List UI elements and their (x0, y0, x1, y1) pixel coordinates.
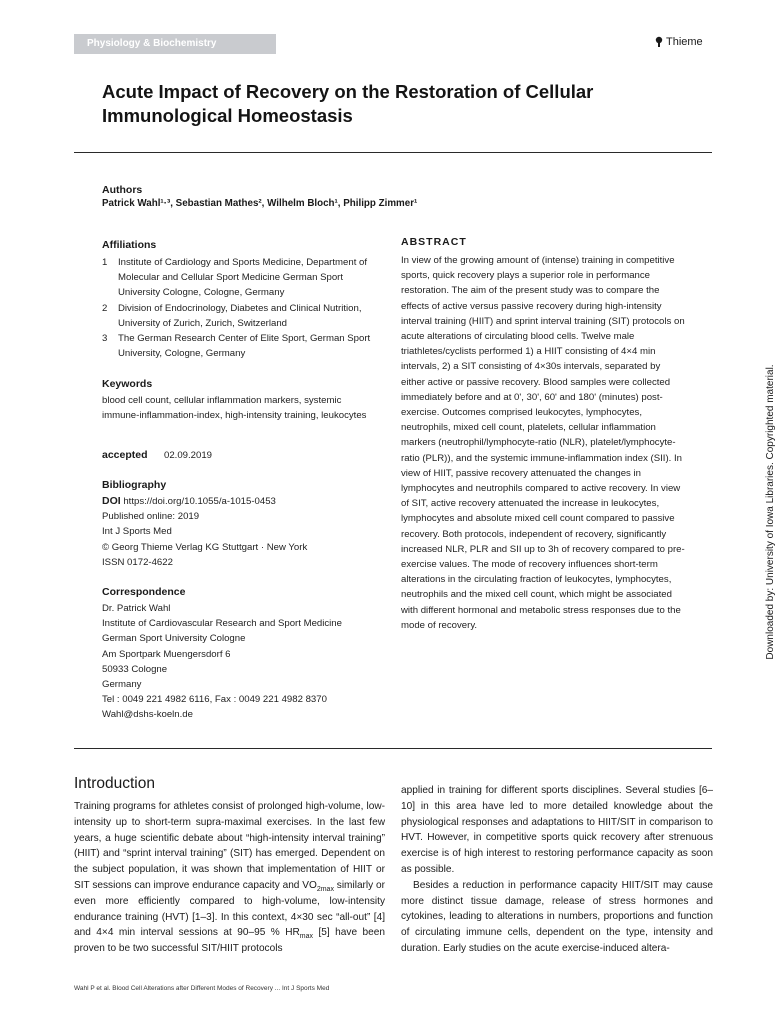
download-notice: Downloaded by: University of Iowa Libraries. Copyrighted material. (765, 364, 776, 660)
correspondence-label: Correspondence (102, 586, 186, 598)
title-rule (74, 152, 712, 153)
correspondence-line: German Sport University Cologne (102, 633, 246, 645)
affiliations-label: Affiliations (102, 239, 157, 251)
bibliography-block (102, 494, 392, 570)
section-label: Physiology & Biochemistry (74, 34, 276, 54)
correspondence-line: Institute of Cardiovascular Research and Sport Medicine (102, 618, 342, 630)
keywords-text: blood cell count, cellular inflammation markers, systemic immune-inflammation-index, high-intensity training, leukocytes (102, 395, 367, 422)
abstract-heading: ABSTRACT (401, 236, 467, 248)
keywords-label: Keywords (102, 378, 153, 390)
correspondence-line: Dr. Patrick Wahl (102, 603, 171, 614)
thieme-logo-icon (654, 36, 664, 47)
abstract-text: In view of the growing amount of (intense) training in competitive sports, quick recovery plays a superior role in performance restoration. The aim of the present study was to compare the effects of active versus passive recovery during high-intensity interval training (HIIT) and sprint interval training (SIT) protocols on acute alterations of circulating blood cells. Twelve male triathletes/cyclists performed 1) a HIIT consisting of 4×4 min intervals, 2) a SIT consisting of 4×30s intervals, separated by either active or passive recovery. Blood samples were collected immediately before and at 0', 30', 60' and 180' (minutes) post-exercise. Outcomes comprised leukocytes, lymphocytes, neutrophils, mixed cell count, platelets, cellular inflammation markers (neutrophil/lymphocyte-ratio (NLR), platelet/lymphocyte-ratio (PLR)), and the systemic immune-inflammation index (SII). In view of HIIT, passive recovery attenuated the changes in lymphocytes and neutrophils compared to active recovery. In view of SIT, active recovery attenuated the increase in leukocytes, lymphocytes and absolute mixed cell count compared to passive recovery. Both protocols, independent of recovery, significantly increased NLR, PLR and SII up to 3h of recovery compared to pre-exercise values. The mode of recovery influences short-term alterations in the circulating fraction of leukocytes, lymphocytes, neutrophils and the mixed cell count, which might be associated with different hormonal and metabolic stress responses due to the mode of recovery. (401, 255, 685, 631)
intro-column-right (401, 783, 713, 957)
section-rule (74, 748, 712, 749)
affiliation-item: 2 Division of Endocrinology, Diabetes and Clinical Nutrition, University of Zurich, Zurich, Switzerland (102, 302, 362, 329)
accepted-date: 02.09.2019 (164, 450, 213, 461)
publisher-logo (654, 36, 703, 48)
author-names: Patrick Wahl¹·³, Sebastian Mathes², Wilhelm Bloch¹, Philipp Zimmer¹ (102, 198, 418, 209)
issn-line: ISSN 0172-4622 (102, 556, 173, 568)
affiliations-list (102, 255, 384, 361)
correspondence-line: Tel : 0049 221 4982 6116, Fax : 0049 221 4982 8370 (102, 694, 327, 706)
doi-label: DOI (102, 495, 121, 507)
intro-column-left (74, 799, 385, 957)
doi-line (102, 494, 392, 509)
intro-paragraph: applied in training for different sports disciplines. Several studies [6–10] in this area have led to more detailed knowledge about the physiological responses and adaptations to HIIT/SIT in comparison to HVT. However, in competitive sports quick recovery after strenuous exercise is of high interest to restoring performance capacity as soon as possible. (401, 785, 713, 875)
article-title: Acute Impact of Recovery on the Restoration of Cellular Immunological Homeostasis (102, 81, 594, 126)
intro-paragraph: Training programs for athletes consist of prolonged high-volume, low-intensity up to short-term supra-maximal exercises. In the last few years, a huge scientific debate about “high-intensity interval training” (HIIT) and “sprint interval training” (SIT) has emerged. Dependent on the subject population, it was shown that implementation of HIIT or SIT sessions can improve endurance capacity and $VO_{2max}$ similarly or even more efficiently compared to high-volume, low-intensity endurance training (HVT) [1–3]. In this context, 4×30 sec “all-out” [4] and 4×4 min interval sessions at 90–95 % $HR_{max}$ [5] have been proven to be two successful SIT/HIIT protocols (74, 801, 386, 955)
correspondence-line: Germany (102, 679, 142, 691)
page-footer: Wahl P et al. Blood Cell Alterations after Different Modes of Recovery ... Int J Sports Med (74, 985, 330, 992)
published-line: Published online: 2019 (102, 511, 200, 523)
bibliography-label: Bibliography (102, 479, 167, 491)
authors-label: Authors (102, 184, 143, 196)
correspondence-line: Am Sportpark Muengersdorf 6 (102, 648, 231, 660)
publisher-name: Thieme (666, 36, 703, 48)
doi-link[interactable]: https://doi.org/10.1055/a-1015-0453 (123, 496, 276, 507)
affiliation-item: 3 The German Research Center of Elite Sport, German Sport University, Cologne, Germany (102, 333, 371, 360)
intro-paragraph: Besides a reduction in performance capacity HIIT/SIT may cause more distinct tissue damage, release of stress hormones and cytokines, leading to alterations in numbers, proportions and function of circulating immune cells, dependent on the type, intensity and duration. Early studies on the acute exercise-induced altera- (401, 879, 713, 954)
journal-line: Int J Sports Med (102, 526, 172, 538)
accepted-label: accepted (102, 449, 148, 461)
correspondence-block (102, 601, 392, 723)
correspondence-email[interactable]: Wahl@dshs-koeln.de (102, 709, 193, 721)
affiliation-item: 1 Institute of Cardiology and Sports Medicine, Department of Molecular and Cellular Sport Medicine German Sport University Cologne, Cologne, Germany (102, 257, 368, 299)
correspondence-line: 50933 Cologne (102, 663, 168, 675)
introduction-heading: Introduction (74, 775, 155, 792)
copyright-line: © Georg Thieme Verlag KG Stuttgart · New York (102, 541, 308, 553)
